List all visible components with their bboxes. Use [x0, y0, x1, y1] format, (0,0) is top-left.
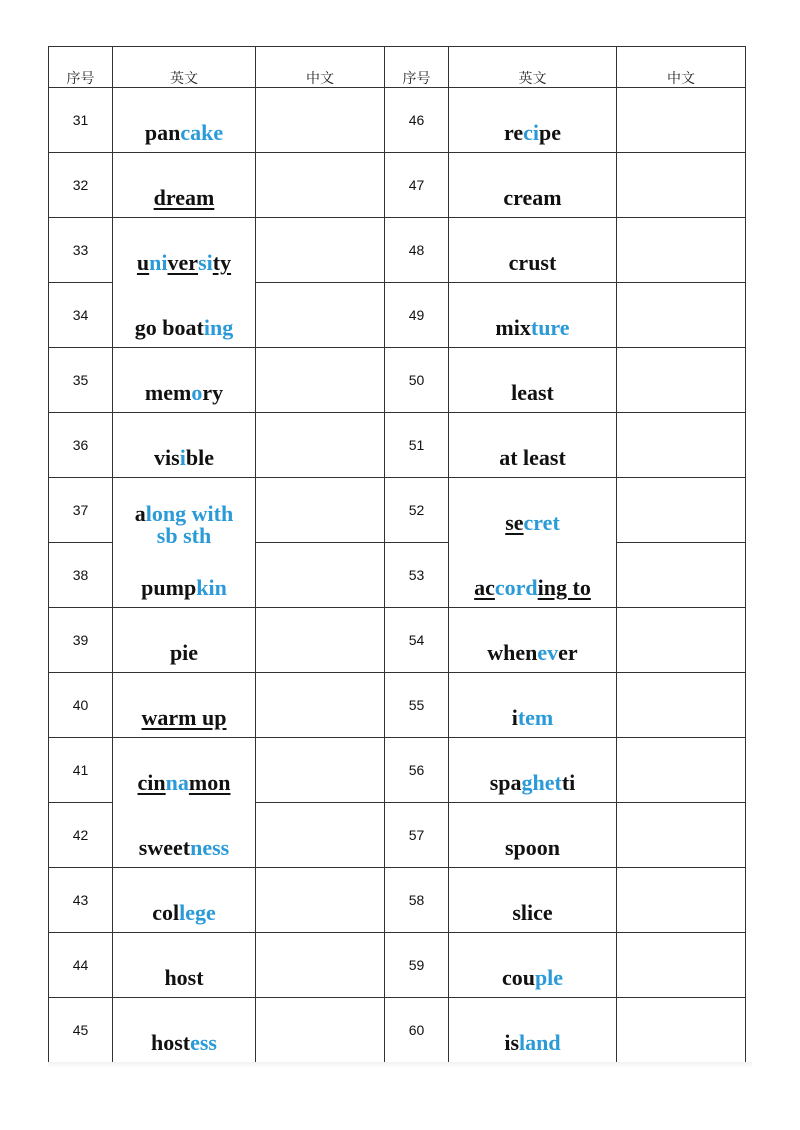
english-word	[113, 967, 255, 989]
english-word	[113, 837, 255, 859]
number-cell	[385, 88, 449, 153]
header-label: 序号	[66, 70, 95, 86]
english-word	[113, 382, 255, 404]
entry-number: 44	[72, 957, 89, 973]
word-segment: least	[511, 380, 554, 405]
header-label: 中文	[667, 70, 695, 86]
table-row	[49, 933, 746, 998]
page-bottom-shadow	[48, 1062, 752, 1068]
number-cell	[49, 348, 113, 413]
chinese-meaning-cell	[617, 933, 746, 998]
number-cell	[49, 218, 113, 283]
word-segment: ni	[149, 250, 168, 275]
chinese-meaning-cell	[617, 153, 746, 218]
english-word-cell	[449, 283, 617, 348]
entry-number: 34	[72, 307, 89, 323]
english-word	[113, 577, 255, 599]
number-cell	[385, 738, 449, 803]
chinese-meaning-cell	[256, 348, 385, 413]
word-segment: pan	[144, 120, 181, 145]
english-word	[113, 187, 255, 209]
english-word-cell	[449, 218, 617, 283]
word-segment: ghet	[521, 770, 562, 795]
entry-number: 49	[408, 307, 425, 323]
entry-number: 60	[408, 1022, 425, 1038]
word-segment: land	[519, 1030, 561, 1055]
english-word	[113, 503, 255, 547]
english-word-cell	[449, 803, 617, 868]
chinese-meaning-cell	[617, 543, 746, 608]
chinese-meaning-cell	[256, 868, 385, 933]
entry-number: 43	[72, 892, 89, 908]
table-row	[49, 673, 746, 738]
word-segment: mix	[495, 315, 531, 340]
header-cell-chinese-left	[256, 47, 385, 88]
word-segment: cream	[503, 185, 562, 210]
number-cell	[385, 803, 449, 868]
english-word-cell	[113, 998, 256, 1063]
header-label: 中文	[306, 70, 334, 86]
english-word-cell	[113, 608, 256, 673]
english-word-cell	[113, 218, 256, 283]
chinese-meaning-cell	[617, 998, 746, 1063]
word-segment: se	[505, 510, 524, 535]
english-word-cell	[449, 88, 617, 153]
header-label: 英文	[518, 70, 547, 86]
english-word	[113, 122, 255, 144]
english-word	[449, 382, 616, 404]
table-row	[49, 218, 746, 283]
chinese-meaning-cell	[617, 283, 746, 348]
english-word	[449, 512, 616, 534]
english-word	[449, 967, 616, 989]
table-row	[49, 348, 746, 413]
english-word-cell	[449, 933, 617, 998]
chinese-meaning-cell	[617, 673, 746, 738]
table-row	[49, 478, 746, 543]
english-word-cell	[449, 153, 617, 218]
entry-number: 38	[72, 567, 89, 583]
table-row	[49, 998, 746, 1063]
english-word	[449, 317, 616, 339]
english-word	[113, 317, 255, 339]
english-word	[449, 252, 616, 274]
chinese-meaning-cell	[256, 218, 385, 283]
english-word-cell	[449, 478, 617, 543]
entry-number: 35	[72, 372, 89, 388]
entry-number: 57	[408, 827, 425, 843]
entry-number: 52	[408, 502, 425, 518]
entry-number: 54	[408, 632, 425, 648]
english-word-cell	[449, 673, 617, 738]
chinese-meaning-cell	[256, 543, 385, 608]
english-word	[449, 122, 616, 144]
word-segment: ry	[202, 380, 224, 405]
number-cell	[49, 933, 113, 998]
chinese-meaning-cell	[617, 608, 746, 673]
vocabulary-table	[48, 46, 746, 1063]
chinese-meaning-cell	[256, 608, 385, 673]
english-word-cell	[113, 933, 256, 998]
word-segment: ev	[537, 640, 559, 665]
word-segment: warm up	[141, 705, 227, 730]
word-segment: cret	[523, 510, 560, 535]
word-segment: mem	[144, 380, 192, 405]
word-segment: cord	[494, 575, 538, 600]
entry-number: 51	[408, 437, 425, 453]
english-word-cell	[113, 543, 256, 608]
word-segment: pie	[169, 640, 199, 665]
chinese-meaning-cell	[256, 998, 385, 1063]
english-word	[113, 1032, 255, 1054]
entry-number: 36	[72, 437, 89, 453]
english-word-cell	[449, 608, 617, 673]
word-segment: o	[191, 380, 203, 405]
number-cell	[385, 348, 449, 413]
number-cell	[49, 413, 113, 478]
entry-number: 42	[72, 827, 89, 843]
chinese-meaning-cell	[617, 478, 746, 543]
word-segment: slice	[512, 900, 553, 925]
word-segment: at least	[499, 445, 566, 470]
number-cell	[385, 153, 449, 218]
word-segment: dream	[153, 185, 215, 210]
number-cell	[385, 413, 449, 478]
word-segment: ti	[561, 770, 576, 795]
chinese-meaning-cell	[617, 413, 746, 478]
english-word	[449, 772, 616, 794]
header-cell-english-left	[113, 47, 256, 88]
table-row	[49, 738, 746, 803]
entry-number: 39	[72, 632, 89, 648]
entry-number: 45	[72, 1022, 89, 1038]
number-cell	[49, 88, 113, 153]
english-word-cell	[449, 868, 617, 933]
english-word-cell	[449, 998, 617, 1063]
english-word-cell	[113, 413, 256, 478]
entry-number: 46	[408, 112, 425, 128]
number-cell	[385, 218, 449, 283]
word-segment: pump	[141, 575, 197, 600]
word-segment: long with sb sth	[145, 501, 234, 548]
chinese-meaning-cell	[256, 283, 385, 348]
english-word-cell	[113, 88, 256, 153]
entry-number: 58	[408, 892, 425, 908]
word-segment: na	[165, 770, 189, 795]
chinese-meaning-cell	[617, 738, 746, 803]
entry-number: 40	[72, 697, 89, 713]
word-segment: host	[164, 965, 204, 990]
english-word	[449, 1032, 616, 1054]
english-word	[113, 252, 255, 274]
chinese-meaning-cell	[617, 868, 746, 933]
word-segment: ness	[190, 835, 230, 860]
english-word-cell	[449, 543, 617, 608]
word-segment: kin	[196, 575, 227, 600]
word-segment: is	[504, 1030, 520, 1055]
word-segment: spoon	[504, 835, 561, 860]
entry-number: 48	[408, 242, 425, 258]
english-word	[449, 447, 616, 469]
word-segment: ple	[534, 965, 564, 990]
entry-number: 33	[72, 242, 89, 258]
table-row	[49, 608, 746, 673]
entry-number: 55	[408, 697, 425, 713]
number-cell	[49, 478, 113, 543]
chinese-meaning-cell	[256, 478, 385, 543]
word-segment: cin	[137, 770, 166, 795]
word-segment: when	[487, 640, 538, 665]
chinese-meaning-cell	[256, 413, 385, 478]
number-cell	[385, 478, 449, 543]
header-label: 序号	[402, 70, 431, 86]
vocabulary-table-body	[49, 47, 746, 1063]
number-cell	[49, 608, 113, 673]
number-cell	[385, 868, 449, 933]
header-row	[49, 47, 746, 88]
word-segment: vis	[154, 445, 180, 470]
word-segment: spa	[489, 770, 522, 795]
word-segment: ty	[212, 250, 232, 275]
word-segment: ble	[185, 445, 214, 470]
table-row	[49, 413, 746, 478]
word-segment: lege	[179, 900, 216, 925]
chinese-meaning-cell	[256, 933, 385, 998]
number-cell	[385, 283, 449, 348]
english-word	[449, 187, 616, 209]
english-word	[449, 902, 616, 924]
english-word	[113, 902, 255, 924]
english-word	[449, 577, 616, 599]
table-row	[49, 543, 746, 608]
number-cell	[385, 933, 449, 998]
english-word-cell	[449, 413, 617, 478]
word-segment: crust	[508, 250, 557, 275]
english-word-cell	[113, 738, 256, 803]
number-cell	[49, 998, 113, 1063]
table-row	[49, 868, 746, 933]
word-segment: ac	[474, 575, 495, 600]
word-segment: u	[136, 250, 150, 275]
word-segment: ver	[167, 250, 199, 275]
chinese-meaning-cell	[256, 153, 385, 218]
chinese-meaning-cell	[256, 673, 385, 738]
word-segment: ture	[530, 315, 570, 340]
table-row	[49, 88, 746, 153]
english-word	[113, 707, 255, 729]
english-word-cell	[113, 868, 256, 933]
header-cell-chinese-right	[617, 47, 746, 88]
number-cell	[49, 738, 113, 803]
english-word-cell	[113, 803, 256, 868]
word-segment: i	[179, 445, 186, 470]
chinese-meaning-cell	[617, 348, 746, 413]
entry-number: 37	[72, 502, 89, 518]
english-word	[449, 642, 616, 664]
english-word	[113, 642, 255, 664]
number-cell	[49, 868, 113, 933]
english-word-cell	[113, 478, 256, 548]
chinese-meaning-cell	[256, 88, 385, 153]
entry-number: 47	[408, 177, 425, 193]
english-word-cell	[113, 153, 256, 218]
english-word-cell	[449, 738, 617, 803]
word-segment: ci	[523, 120, 540, 145]
number-cell	[385, 543, 449, 608]
word-segment: cake	[180, 120, 224, 145]
english-word-cell	[113, 673, 256, 738]
number-cell	[49, 283, 113, 348]
word-segment: a	[134, 501, 146, 526]
entry-number: 53	[408, 567, 425, 583]
chinese-meaning-cell	[617, 88, 746, 153]
word-segment: col	[152, 900, 180, 925]
chinese-meaning-cell	[256, 738, 385, 803]
word-segment: ess	[190, 1030, 217, 1055]
english-word	[113, 447, 255, 469]
number-cell	[49, 673, 113, 738]
table-row	[49, 283, 746, 348]
chinese-meaning-cell	[617, 803, 746, 868]
entry-number: 50	[408, 372, 425, 388]
number-cell	[49, 153, 113, 218]
header-label: 英文	[170, 70, 198, 86]
entry-number: 59	[408, 957, 425, 973]
word-segment: i	[511, 705, 518, 730]
word-segment: cou	[501, 965, 535, 990]
word-segment: sweet	[138, 835, 191, 860]
word-segment: mon	[188, 770, 231, 795]
english-word-cell	[449, 348, 617, 413]
entry-number: 56	[408, 762, 425, 778]
english-word-cell	[113, 283, 256, 348]
word-segment: host	[150, 1030, 191, 1055]
english-word-cell	[113, 348, 256, 413]
chinese-meaning-cell	[256, 803, 385, 868]
header-cell-number-right	[385, 47, 449, 88]
number-cell	[49, 803, 113, 868]
entry-number: 31	[72, 112, 89, 128]
chinese-meaning-cell	[617, 218, 746, 283]
english-word	[113, 772, 255, 794]
header-cell-number-left	[49, 47, 113, 88]
entry-number: 32	[72, 177, 89, 193]
table-row	[49, 803, 746, 868]
word-segment: er	[558, 640, 578, 665]
entry-number: 41	[72, 762, 89, 778]
english-word	[449, 707, 616, 729]
number-cell	[385, 998, 449, 1063]
header-cell-english-right	[449, 47, 617, 88]
number-cell	[385, 608, 449, 673]
word-segment: si	[198, 250, 213, 275]
word-segment: ing to	[537, 575, 591, 600]
word-segment: re	[503, 120, 524, 145]
word-segment: go boat	[134, 315, 204, 340]
word-segment: tem	[517, 705, 554, 730]
number-cell	[385, 673, 449, 738]
table-row	[49, 153, 746, 218]
english-word	[449, 837, 616, 859]
word-segment: pe	[539, 120, 562, 145]
word-segment: ing	[203, 315, 234, 340]
number-cell	[49, 543, 113, 608]
